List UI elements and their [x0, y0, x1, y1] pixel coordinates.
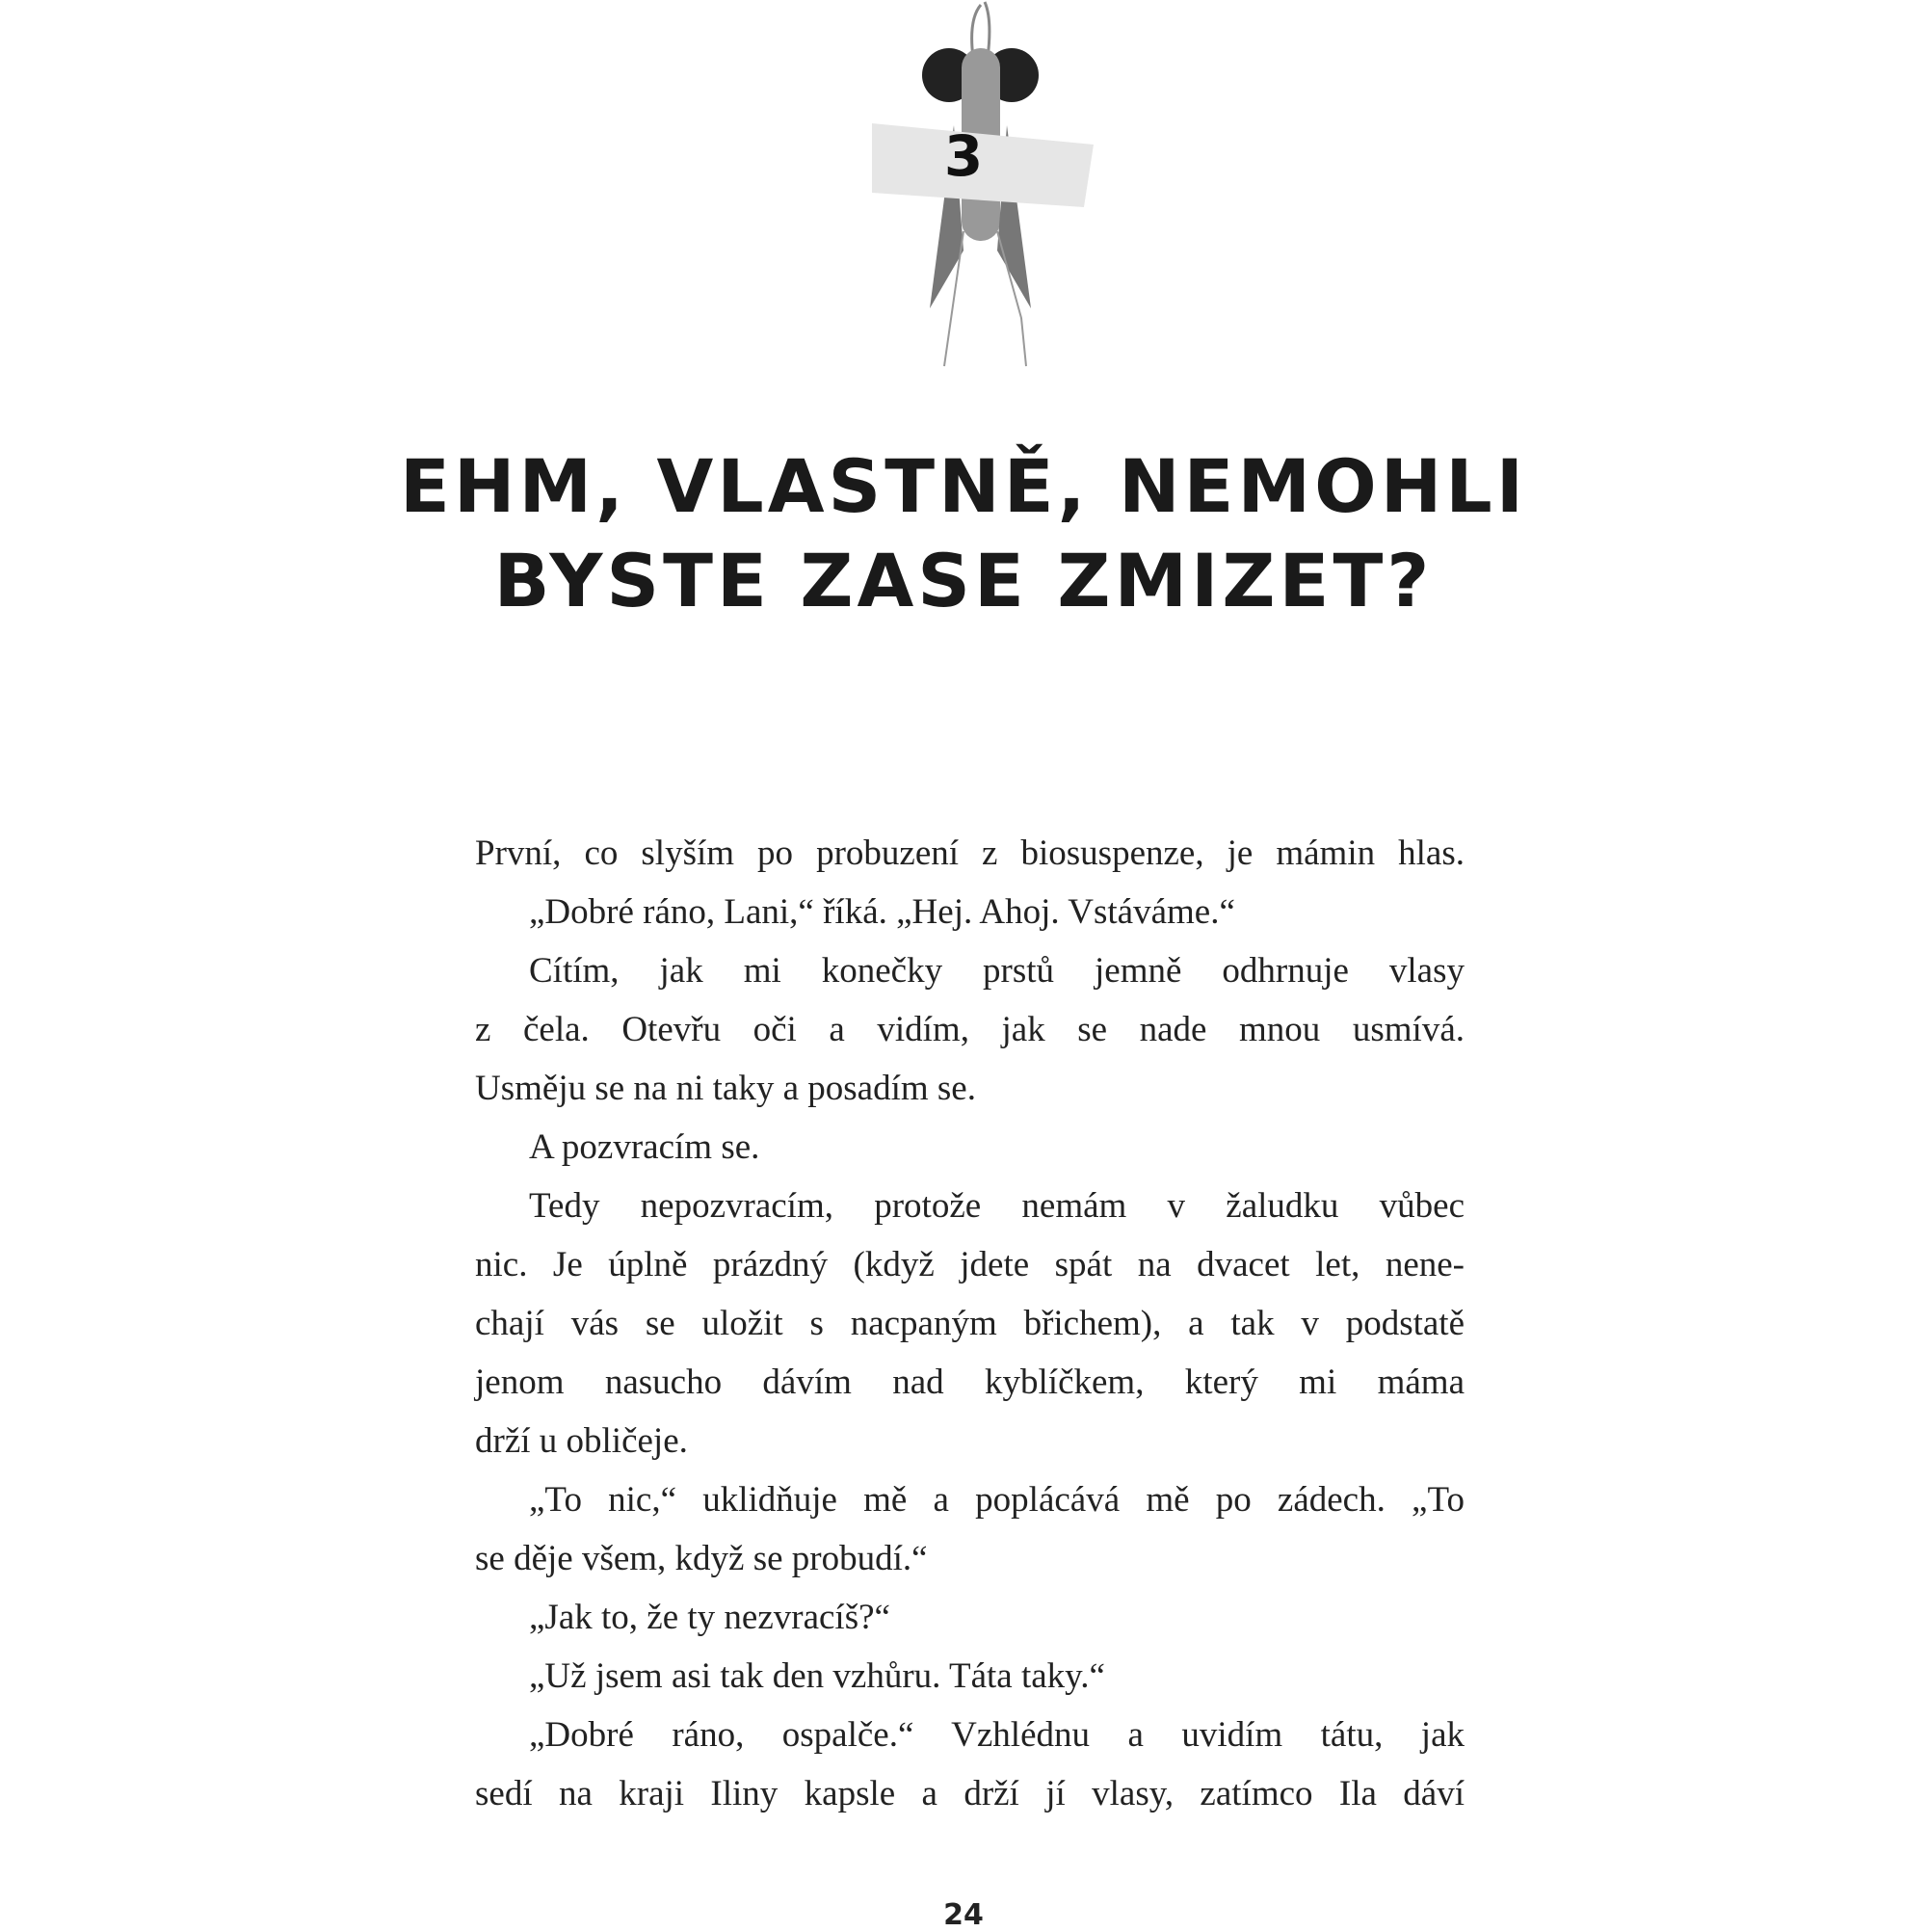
text-line: Cítím, jak mi konečky prstů jemně odhrnuje vlasy	[529, 951, 1465, 991]
text-line: sedí na kraji Iliny kapsle a drží jí vlasy, zatímco Ila dáví	[475, 1774, 1465, 1813]
chapter-number: 3	[943, 123, 984, 189]
text-line: První, co slyším po probuzení z biosuspenze, je mámin hlas.	[475, 834, 1465, 873]
body-text	[475, 824, 1465, 1823]
text-line: drží u obličeje.	[475, 1421, 688, 1461]
text-line: jenom nasucho dávím nad kyblíčkem, který mi máma	[475, 1363, 1465, 1402]
text-line: „Jak to, že ty nezvracíš?“	[529, 1598, 890, 1637]
text-line: z čela. Otevřu oči a vidím, jak se nade mnou usmívá.	[475, 1010, 1465, 1049]
chapter-title-line-2: BYSTE ZASE ZMIZET?	[493, 538, 1434, 623]
text-line: se děje všem, když se probudí.“	[475, 1539, 928, 1578]
text-line: Usměju se na ni taky a posadím se.	[475, 1069, 976, 1108]
text-line: „Už jsem asi tak den vzhůru. Táta taky.“	[529, 1656, 1105, 1696]
page-number: 24	[943, 1898, 984, 1932]
text-line: chají vás se uložit s nacpaným břichem), a tak v podstatě	[475, 1304, 1465, 1343]
text-line: „Dobré ráno, ospalče.“ Vzhlédnu a uvidím tátu, jak	[529, 1715, 1465, 1755]
text-line: „To nic,“ uklidňuje mě a poplácává mě po zádech. „To	[529, 1480, 1465, 1520]
text-line: A pozvracím se.	[529, 1127, 760, 1167]
text-line: nic. Je úplně prázdný (když jdete spát na dvacet let, nene-	[475, 1245, 1465, 1284]
text-line: Tedy nepozvracím, protože nemám v žaludku vůbec	[529, 1186, 1465, 1226]
text-line: „Dobré ráno, Lani,“ říká. „Hej. Ahoj. Vstáváme.“	[529, 892, 1235, 932]
chapter-title-line-1: EHM, VLASTNĚ, NEMOHLI	[399, 443, 1528, 529]
